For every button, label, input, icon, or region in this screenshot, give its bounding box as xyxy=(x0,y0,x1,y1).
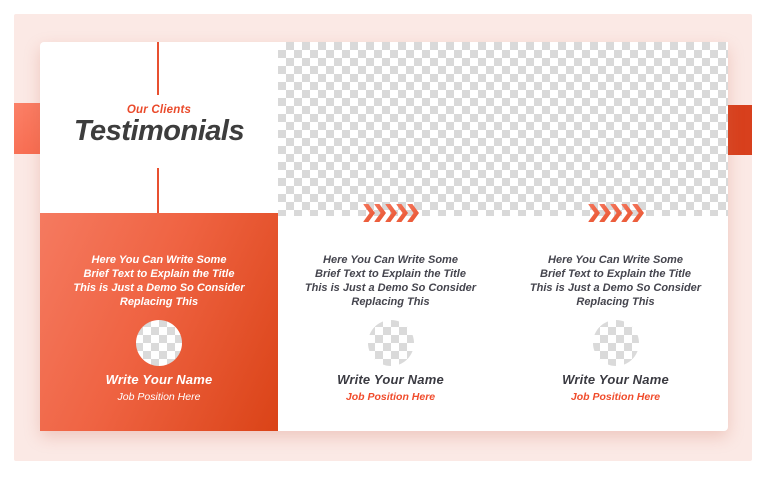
chevron-icon xyxy=(599,204,611,222)
quote-line: Replacing This xyxy=(576,296,655,308)
chevron-icon xyxy=(632,204,644,222)
eyebrow-label: Our Clients xyxy=(126,104,192,116)
quote-line: This is Just a Demo So Consider xyxy=(304,282,477,294)
testimonial-card-2 xyxy=(278,213,503,431)
hero-image-placeholder[interactable] xyxy=(278,42,728,216)
chevron-icon xyxy=(385,204,397,222)
left-accent-bar xyxy=(14,103,40,154)
avatar-placeholder[interactable] xyxy=(593,320,639,366)
quote-line: Replacing This xyxy=(351,296,430,308)
slide-content-card xyxy=(40,42,728,431)
testimonial-quote xyxy=(503,253,728,309)
chevron-icon xyxy=(407,204,419,222)
chevron-icon xyxy=(621,204,633,222)
title-block xyxy=(40,42,278,213)
chevron-icon xyxy=(363,204,375,222)
avatar-placeholder[interactable] xyxy=(136,320,182,366)
testimonial-name: Write Your Name xyxy=(337,372,444,387)
chevron-icon xyxy=(610,204,622,222)
quote-line: Brief Text to Explain the Title xyxy=(540,268,691,280)
quote-line: This is Just a Demo So Consider xyxy=(73,282,245,294)
quote-line: Brief Text to Explain the Title xyxy=(315,268,466,280)
testimonial-quote xyxy=(40,253,278,309)
quote-line: Replacing This xyxy=(119,296,199,308)
testimonial-card-3 xyxy=(503,213,728,431)
quote-line: Here You Can Write Some xyxy=(91,254,227,266)
quote-line: Brief Text to Explain the Title xyxy=(83,268,235,280)
chevron-arrows-icon xyxy=(363,204,418,222)
testimonial-quote xyxy=(278,253,503,309)
chevron-icon xyxy=(588,204,600,222)
testimonial-name: Write Your Name xyxy=(562,372,669,387)
quote-line: Here You Can Write Some xyxy=(548,254,683,266)
chevron-icon xyxy=(374,204,386,222)
avatar-placeholder[interactable] xyxy=(368,320,414,366)
testimonial-card-1 xyxy=(40,213,278,431)
quote-line: This is Just a Demo So Consider xyxy=(529,282,702,294)
testimonial-role: Job Position Here xyxy=(570,391,661,403)
chevron-arrows-icon xyxy=(588,204,643,222)
quote-line: Here You Can Write Some xyxy=(323,254,458,266)
right-accent-bar xyxy=(728,105,752,155)
chevron-icon xyxy=(396,204,408,222)
decorative-line-bottom-icon xyxy=(157,168,159,214)
slide-title: Testimonials xyxy=(73,115,245,147)
testimonial-name: Write Your Name xyxy=(105,372,213,387)
decorative-line-top-icon xyxy=(157,42,159,95)
testimonial-role: Job Position Here xyxy=(345,391,436,403)
testimonial-role: Job Position Here xyxy=(117,391,201,403)
